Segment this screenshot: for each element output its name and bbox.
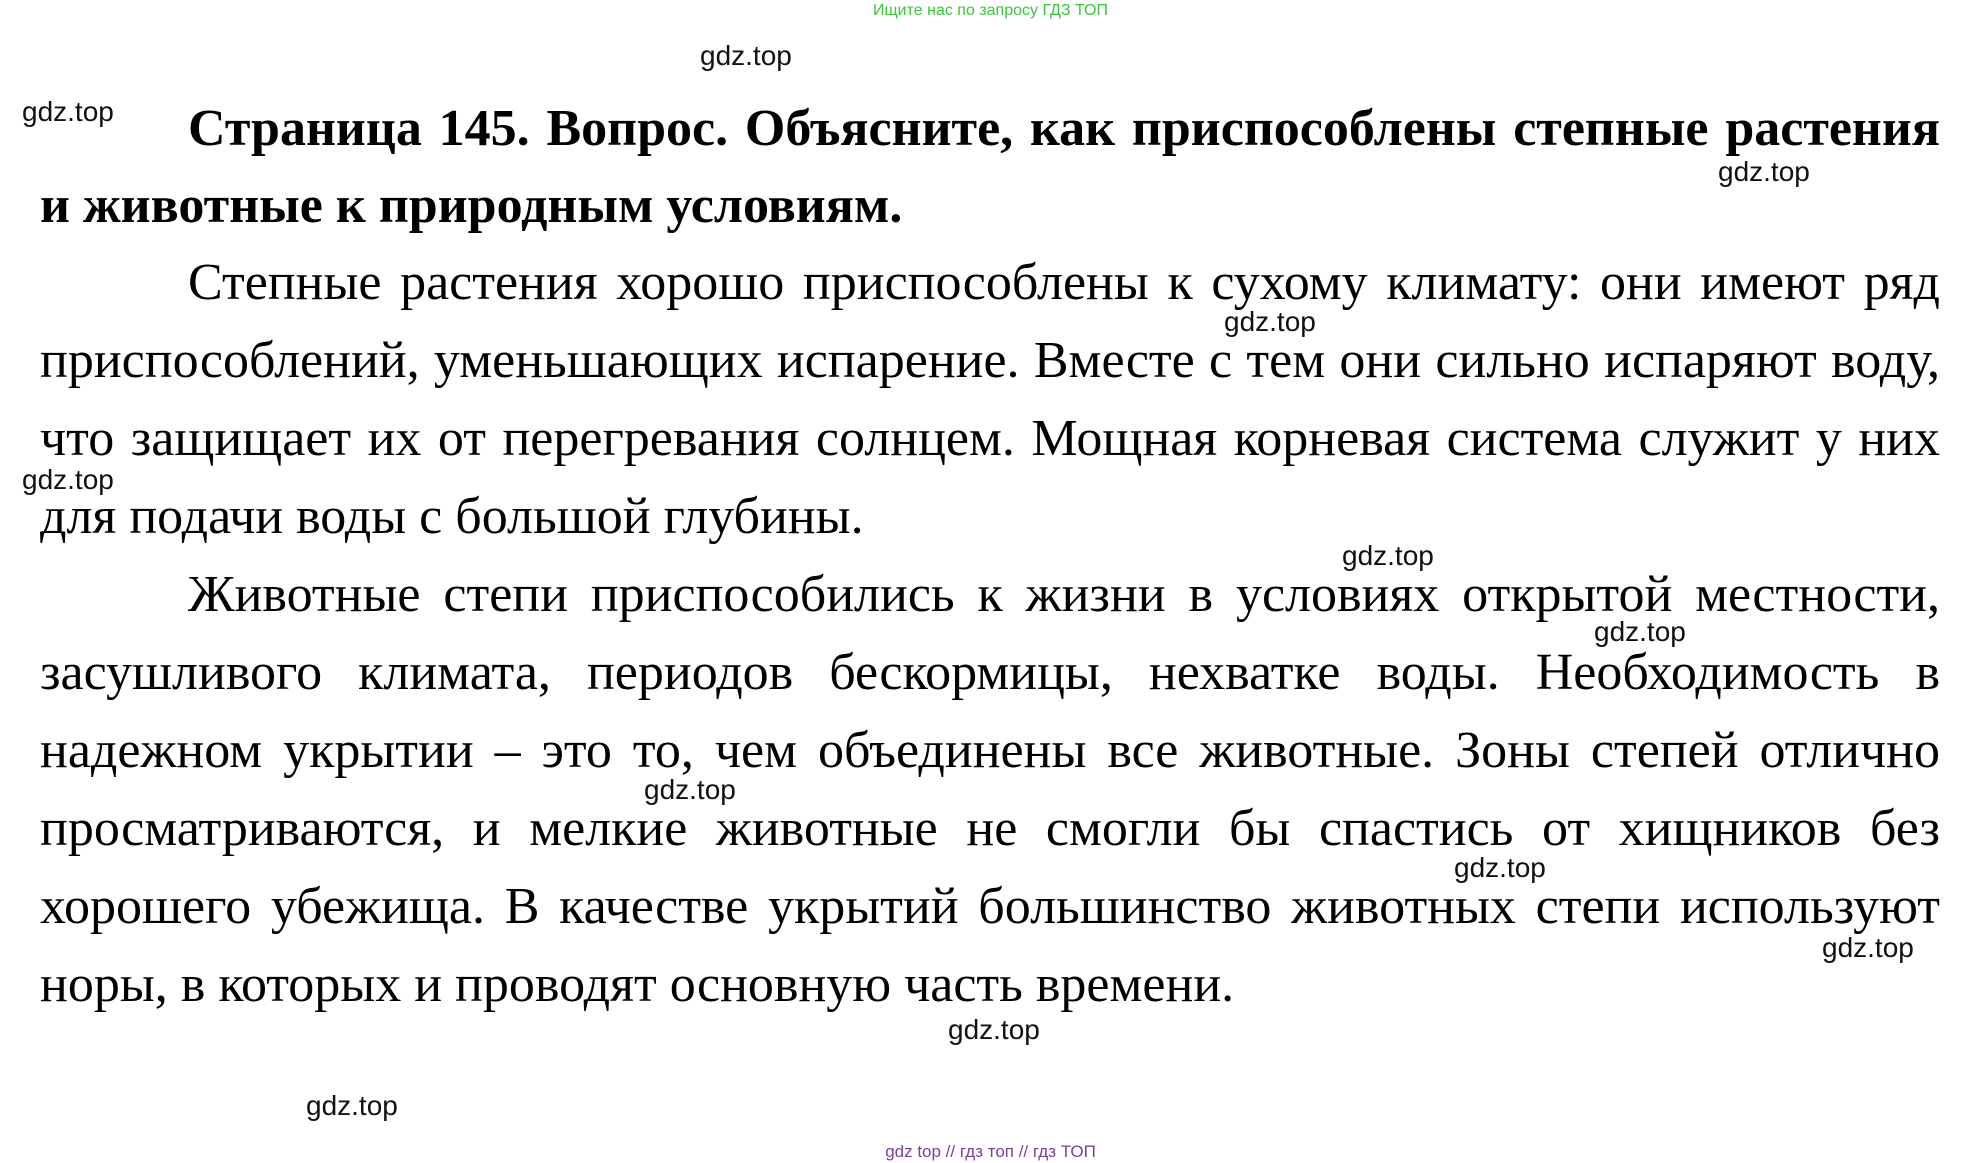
watermark: gdz.top (644, 774, 736, 805)
watermark: gdz.top (948, 1014, 1040, 1045)
watermark: gdz.top (700, 40, 792, 71)
watermark: gdz.top (1454, 852, 1546, 883)
watermark: gdz.top (22, 464, 114, 495)
watermark: gdz.top (1822, 932, 1914, 963)
watermark: gdz.top (306, 1090, 398, 1121)
watermark: gdz.top (1342, 540, 1434, 571)
watermark: gdz.top (1224, 306, 1316, 337)
document (40, 90, 1940, 1024)
footer-watermark: gdz top // гдз топ // гдз ТОП (885, 1142, 1096, 1161)
page-title: Страница 145. Вопрос. Объясните, как приспособлены степные растения и животные к природным условиям. (40, 100, 1940, 234)
paragraph-animals: Животные степи приспособились к жизни в условиях открытой местности, засушливого климата, периодов бескормицы, нехватке воды. Необходимость в надежном укрытии – это то, чем объединены все животные. Зоны степей отлично просматриваются, и мелкие животные не смогли бы спастись от хищников без хорошего убежища. В качестве укрытий большинство животных степи используют норы, в которых и проводят основную часть времени. (40, 566, 1940, 1013)
watermark: gdz.top (1594, 616, 1686, 647)
search-banner: Ищите нас по запросу ГДЗ ТОП (873, 2, 1108, 19)
watermark: gdz.top (22, 96, 114, 127)
paragraph-plants: Степные растения хорошо приспособлены к сухому климату: они имеют ряд приспособлений, уменьшающих испарение. Вместе с тем они сильно испаряют воду, что защищает их от перегревания солнцем. Мощная корневая система служит у них для подачи воды с большой глубины. (40, 254, 1940, 545)
watermark: gdz.top (1718, 156, 1810, 187)
